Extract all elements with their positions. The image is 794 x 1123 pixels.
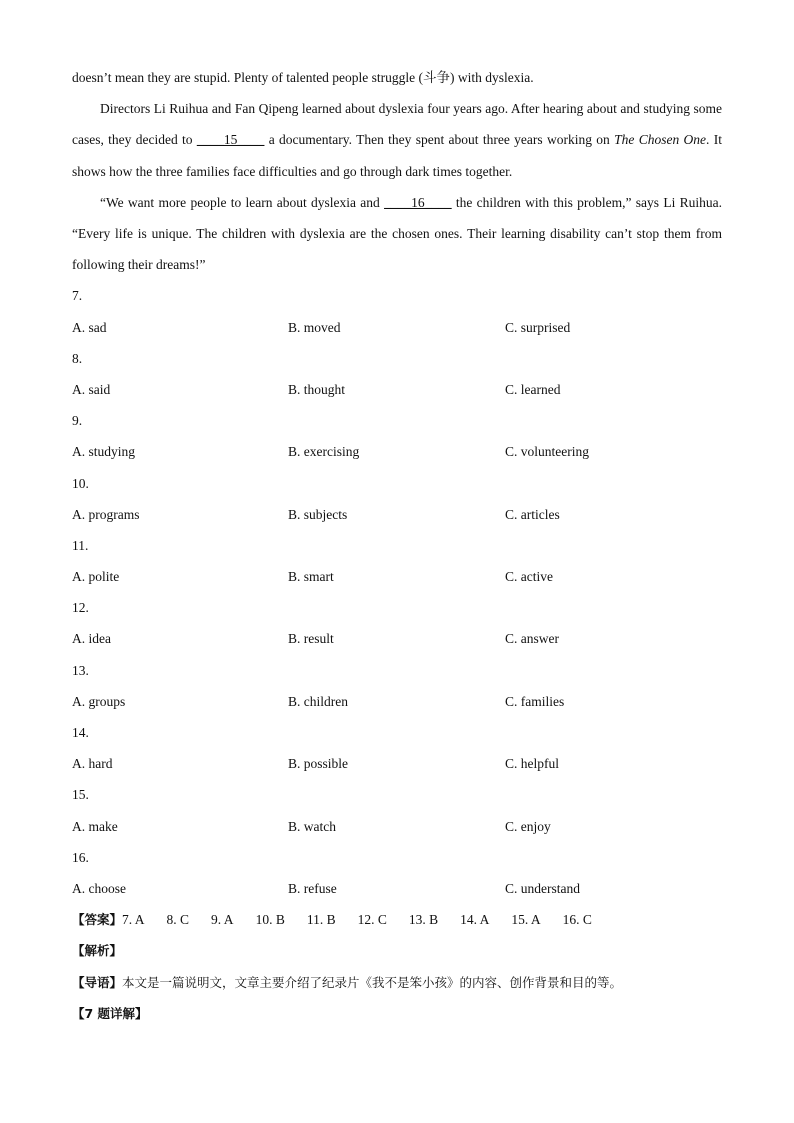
option-c: C. learned — [505, 381, 561, 397]
option-row — [72, 374, 722, 405]
answer-item: 8. C — [166, 912, 190, 928]
question-number: 15. — [72, 787, 89, 803]
option-row — [72, 811, 722, 842]
document-page — [72, 62, 722, 1029]
answer-key — [72, 904, 722, 935]
answer-item: 13. B — [408, 912, 439, 928]
detail-label: 【7 题详解】 — [72, 1005, 148, 1021]
question-list — [72, 280, 722, 904]
answer-item: 16. C — [562, 912, 592, 928]
passage-paragraph-2 — [72, 93, 722, 187]
question-number: 16. — [72, 849, 89, 865]
option-row — [72, 561, 722, 592]
option-a: A. choose — [72, 880, 126, 896]
documentary-title: The Chosen One — [614, 132, 707, 148]
option-row — [72, 436, 722, 467]
passage-line-1: doesn’t mean they are stupid. Plenty of talented people struggle (斗争) with dyslexia. — [72, 70, 534, 85]
option-row — [72, 873, 722, 904]
option-c: C. answer — [505, 631, 559, 647]
option-b: B. moved — [288, 319, 341, 335]
option-c: C. helpful — [505, 756, 559, 772]
option-b: B. smart — [288, 569, 334, 585]
answer-label: 【答案】 — [72, 912, 123, 928]
option-c: C. understand — [505, 880, 580, 896]
analysis-label: 【解析】 — [72, 943, 123, 959]
option-b: B. result — [288, 631, 334, 647]
question-number: 11. — [72, 537, 89, 553]
answer-item: 9. A — [211, 912, 234, 928]
option-a: A. hard — [72, 756, 113, 772]
option-b: B. exercising — [288, 444, 360, 460]
option-row — [72, 686, 722, 717]
question-number: 10. — [72, 475, 89, 491]
question-number: 7. — [72, 288, 83, 304]
option-c: C. active — [505, 569, 553, 585]
answer-item: 11. B — [306, 912, 336, 928]
p3-text-a: “We want more people to learn about dyslexia and — [100, 194, 385, 210]
question-number: 9. — [72, 413, 83, 429]
option-c: C. articles — [505, 506, 560, 522]
answer-item: 14. A — [460, 912, 490, 928]
question-number: 8. — [72, 350, 83, 366]
guide-line — [72, 967, 722, 998]
option-b: B. subjects — [288, 506, 348, 522]
option-b: B. watch — [288, 818, 336, 834]
answer-item: 7. A — [122, 912, 145, 928]
option-row — [72, 499, 722, 530]
option-a: A. said — [72, 381, 111, 397]
guide-text: 本文是一篇说明文，文章主要介绍了纪录片《我不是笨小孩》的内容、创作背景和目的等。 — [122, 974, 623, 990]
question-number: 14. — [72, 725, 89, 741]
answer-item: 12. C — [357, 912, 387, 928]
option-a: A. polite — [72, 569, 120, 585]
option-a: A. make — [72, 818, 118, 834]
option-a: A. groups — [72, 693, 126, 709]
option-b: B. refuse — [288, 880, 337, 896]
question-number: 12. — [72, 600, 89, 616]
question-number: 13. — [72, 662, 89, 678]
answer-item: 10. B — [255, 912, 285, 928]
option-row — [72, 623, 722, 654]
option-b: B. thought — [288, 381, 346, 397]
blank-16: ____16____ — [384, 194, 452, 210]
option-a: A. idea — [72, 631, 111, 647]
option-a: A. programs — [72, 506, 140, 522]
answer-item: 15. A — [511, 912, 541, 928]
option-c: C. families — [505, 693, 565, 709]
option-c: C. enjoy — [505, 818, 551, 834]
option-row — [72, 312, 722, 343]
guide-label: 【导语】 — [72, 974, 123, 990]
option-c: C. surprised — [505, 319, 571, 335]
p3-text-b: the children with this problem,” says Li Ruihua. “Every life is unique. The children with dyslexia are the chosen ones. Their learning disability can’t stop them from following their dreams!” — [72, 194, 722, 273]
p2-text-c: . It shows how the three families face difficulties and go through dark times together. — [72, 132, 722, 179]
option-a: A. sad — [72, 319, 107, 335]
passage-paragraph-3 — [72, 187, 722, 281]
blank-15: ____15____ — [196, 132, 265, 148]
option-b: B. possible — [288, 756, 349, 772]
p2-text-a: Directors Li Ruihua and Fan Qipeng learned about dyslexia four years ago. After hearing about and studying some cases, they decided to — [72, 101, 722, 148]
option-b: B. children — [288, 693, 348, 709]
option-row — [72, 748, 722, 779]
option-c: C. volunteering — [505, 444, 589, 460]
p2-text-b: a documentary. Then they spent about three years working on — [264, 132, 615, 148]
option-a: A. studying — [72, 444, 136, 460]
